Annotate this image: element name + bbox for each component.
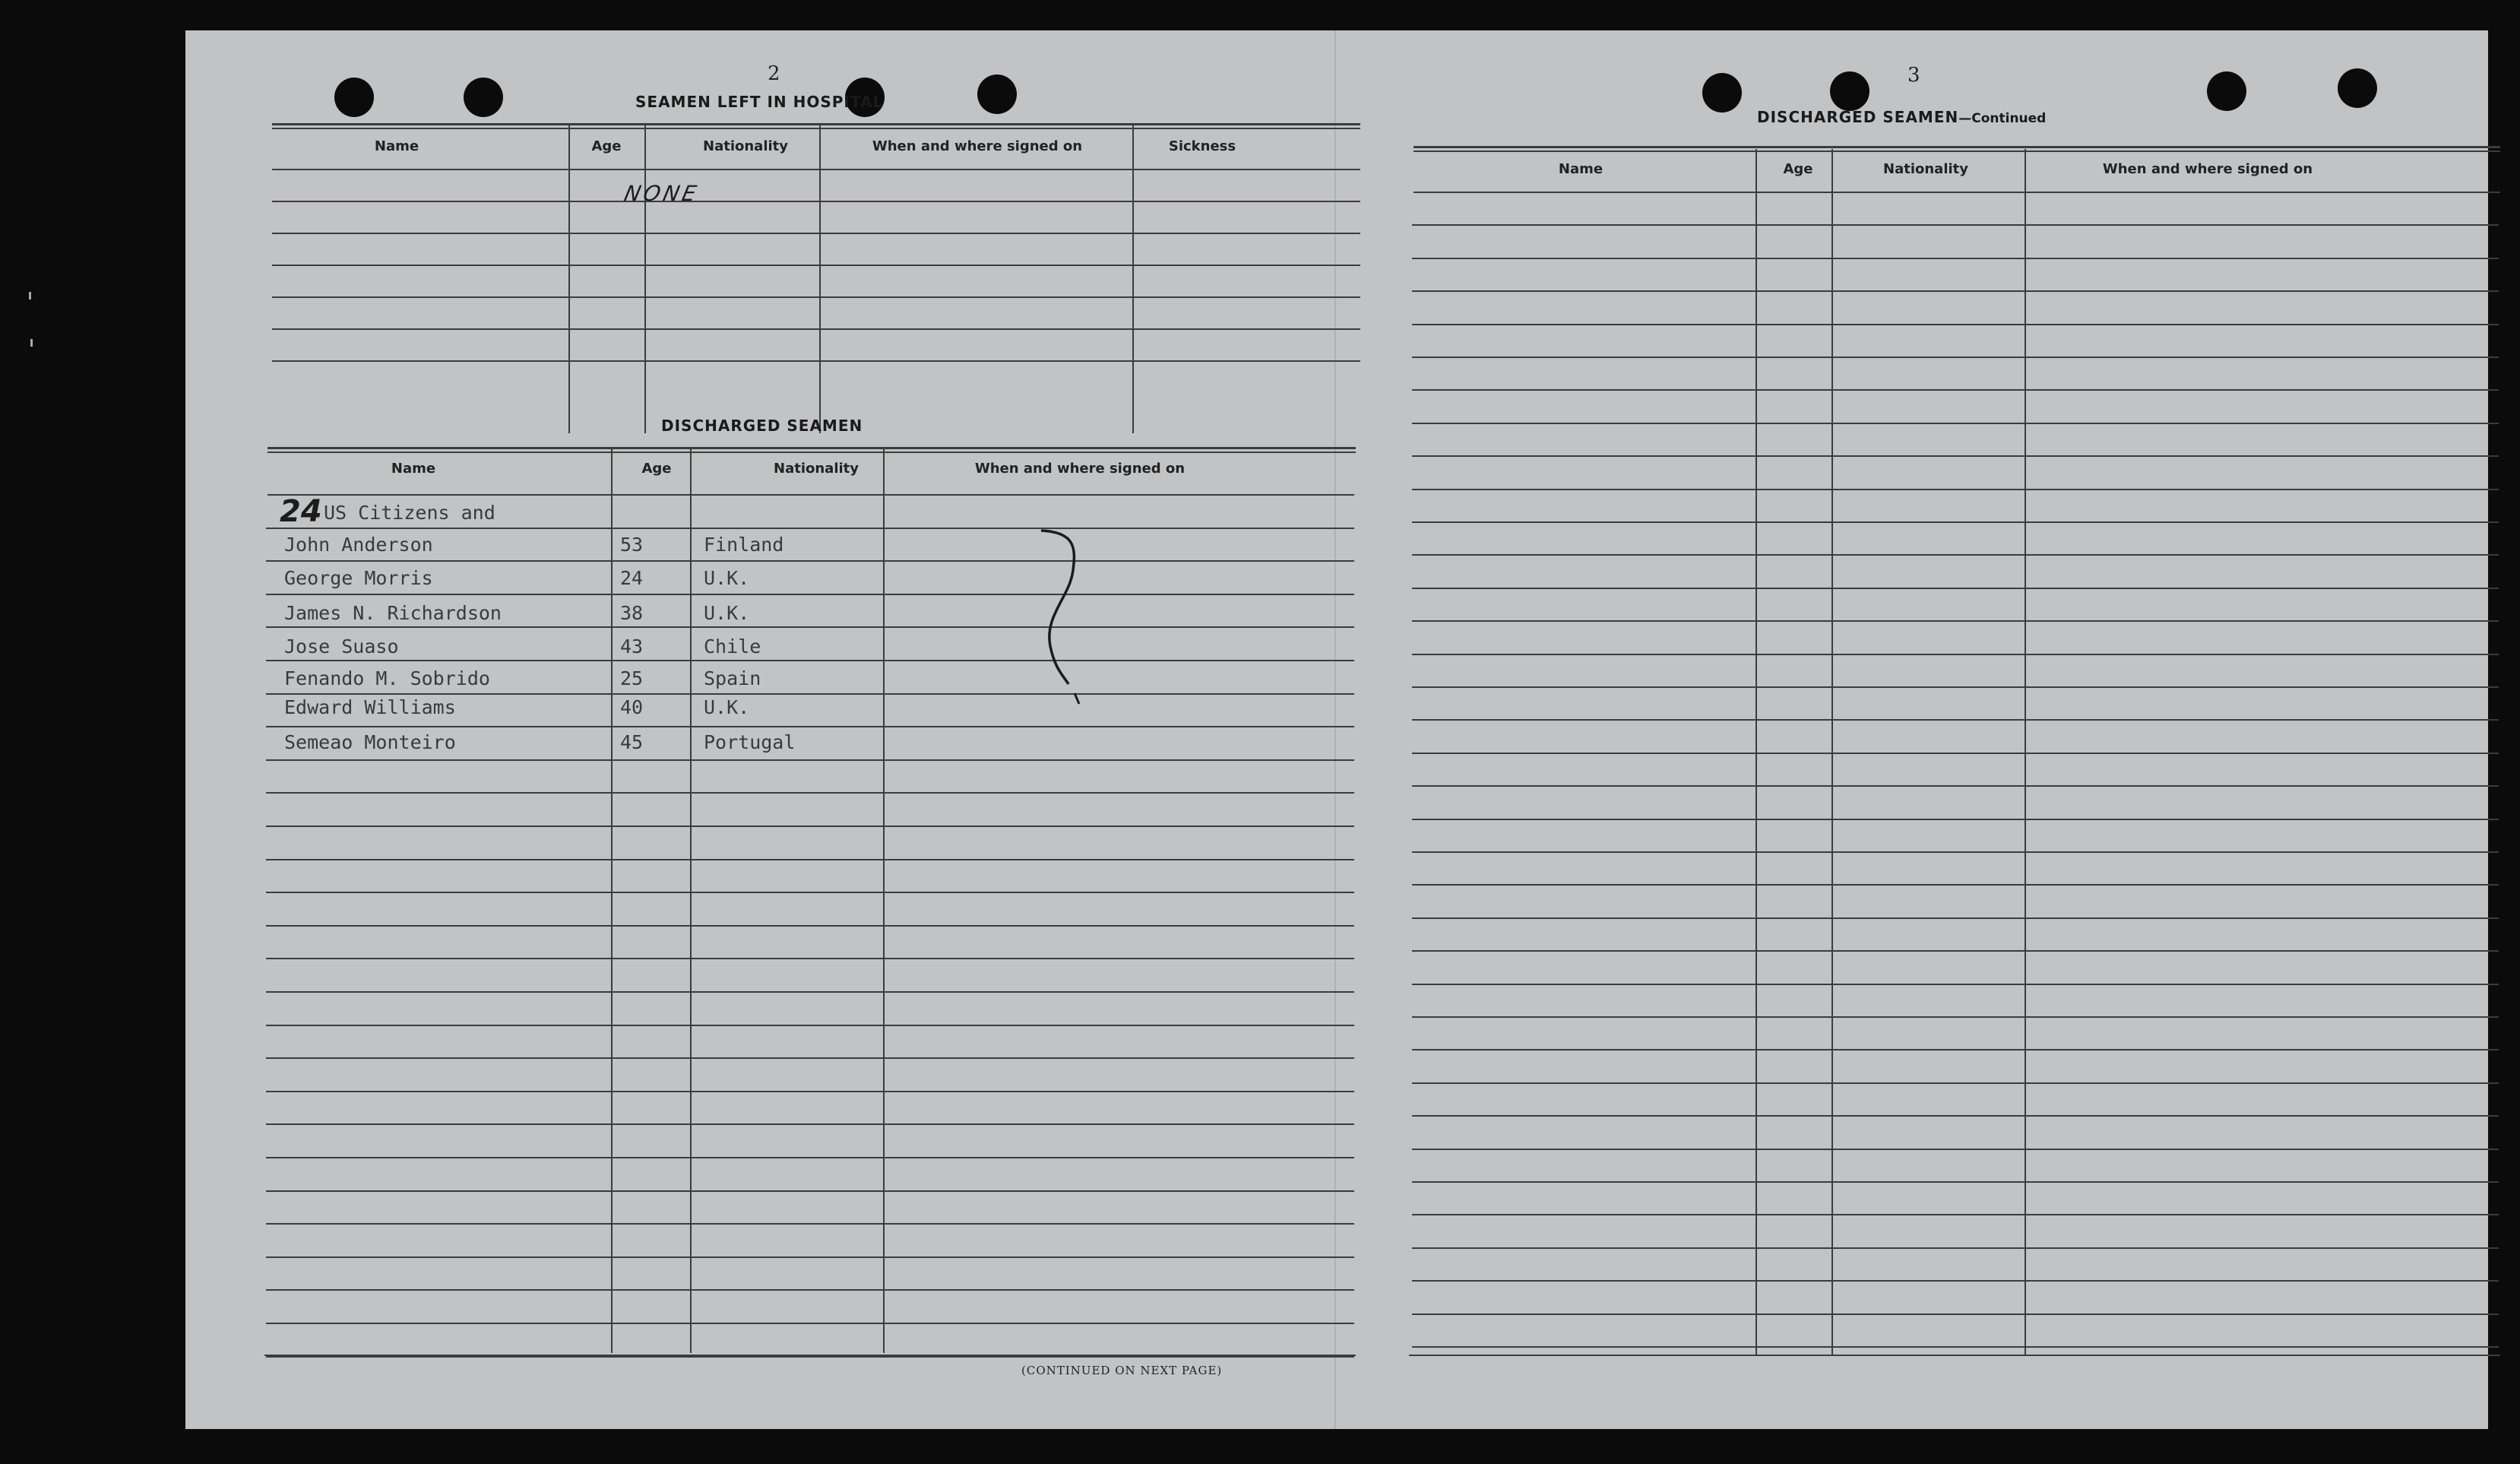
- rule-line: [1412, 224, 2499, 226]
- rule-line: [1412, 1181, 2499, 1183]
- continued-title-suffix: —Continued: [1958, 111, 2047, 126]
- column-divider: [883, 448, 885, 1353]
- column-divider: [1831, 149, 1833, 1355]
- rule-line: [1412, 950, 2499, 952]
- seaman-name: George Morris: [284, 567, 433, 589]
- rule-line: [1412, 324, 2499, 325]
- punch-hole: [464, 78, 503, 117]
- punch-hole: [1830, 71, 1869, 111]
- rule-line: [266, 892, 1354, 893]
- ledger-sheet: [185, 30, 2488, 1429]
- rule-line: [266, 660, 1354, 661]
- seaman-nationality: Finland: [704, 534, 784, 556]
- rule-line: [1412, 588, 2499, 589]
- rule-line: [266, 1157, 1354, 1158]
- rule-line: [1412, 521, 2499, 523]
- rule-line: [1412, 686, 2499, 688]
- rule-line: [1412, 455, 2499, 457]
- seaman-nationality: U.K.: [704, 696, 750, 718]
- rule-line: [266, 925, 1354, 927]
- rule-line: [1412, 389, 2499, 391]
- rule-line: [266, 1091, 1354, 1092]
- rule-line: [266, 958, 1354, 959]
- rule-line: [1412, 258, 2499, 259]
- discharged-col-signed-on: When and where signed on: [974, 461, 1186, 477]
- seaman-age: 25: [620, 667, 644, 689]
- rule-line: [266, 792, 1354, 794]
- table-top-rule: [1414, 146, 2500, 148]
- rule-line: [1412, 719, 2499, 721]
- header-rule: [1414, 192, 2500, 193]
- rule-line: [266, 825, 1354, 827]
- continued-section-title: [1757, 108, 2046, 126]
- rule-line: [1412, 1016, 2499, 1018]
- punch-hole: [334, 78, 374, 117]
- column-divider: [611, 448, 613, 1353]
- continued-col-signed-on: When and where signed on: [2102, 161, 2313, 177]
- seaman-age: 43: [620, 635, 644, 658]
- column-divider: [644, 125, 646, 433]
- hospital-col-nationality: Nationality: [703, 138, 788, 154]
- continued-footer: (CONTINUED ON NEXT PAGE): [1021, 1364, 1223, 1377]
- seaman-nationality: Chile: [704, 635, 761, 658]
- seaman-age: 38: [620, 602, 644, 624]
- rule-line: [266, 594, 1354, 595]
- rule-line: [1412, 356, 2499, 358]
- punch-hole: [1702, 73, 1742, 112]
- continued-col-name: Name: [1558, 161, 1603, 177]
- rule-line: [266, 626, 1354, 628]
- header-rule: [272, 169, 1360, 170]
- seaman-nationality: U.K.: [704, 602, 750, 624]
- punch-hole: [2207, 71, 2246, 111]
- rule-line: [1412, 423, 2499, 424]
- column-divider: [2025, 149, 2026, 1355]
- hospital-none-entry: NONE: [622, 181, 702, 206]
- seaman-age: 53: [620, 534, 644, 556]
- rule-line: [1412, 884, 2499, 886]
- rule-line: [1412, 984, 2499, 985]
- rule-line: [266, 1025, 1354, 1026]
- crew-count-label: US Citizens and: [324, 502, 495, 524]
- rule-line: [1412, 489, 2499, 490]
- page-fold: [1334, 30, 1336, 1429]
- hospital-col-signed-on: When and where signed on: [872, 138, 1083, 154]
- column-divider: [1132, 125, 1134, 433]
- rule-line: [272, 233, 1360, 234]
- table-top-rule: [272, 128, 1360, 129]
- column-divider: [568, 125, 570, 433]
- rule-line: [1412, 1313, 2499, 1315]
- rule-line: [266, 1323, 1354, 1324]
- rule-line: [272, 360, 1360, 362]
- rule-line: [266, 528, 1354, 529]
- rule-line: [1412, 1149, 2499, 1150]
- rule-line: [266, 1190, 1354, 1192]
- rule-line: [1412, 654, 2499, 655]
- column-divider: [819, 125, 821, 433]
- punch-hole: [2338, 68, 2377, 108]
- rule-line: [266, 1057, 1354, 1059]
- rule-line: [266, 560, 1354, 562]
- rule-line: [272, 265, 1360, 266]
- rule-line: [1412, 785, 2499, 787]
- seaman-name: Jose Suaso: [284, 635, 399, 658]
- seaman-age: 40: [620, 696, 644, 718]
- seaman-nationality: Portugal: [704, 731, 796, 753]
- column-divider: [1755, 149, 1757, 1355]
- rule-line: [1412, 753, 2499, 754]
- discharged-section-title: DISCHARGED SEAMEN: [661, 417, 863, 435]
- header-rule: [268, 494, 1354, 496]
- punch-hole: [977, 74, 1017, 114]
- seaman-name: John Anderson: [284, 534, 433, 556]
- page-number-right: 3: [1907, 64, 1920, 87]
- seaman-name: Edward Williams: [284, 696, 456, 718]
- hospital-section-title: SEAMEN LEFT IN HOSPITAL: [635, 93, 884, 111]
- rule-line: [1412, 819, 2499, 820]
- rule-line: [272, 328, 1360, 330]
- rule-line: [1412, 1082, 2499, 1084]
- seaman-nationality: U.K.: [704, 567, 750, 589]
- table-top-rule: [268, 452, 1356, 453]
- rule-line: [266, 693, 1354, 695]
- rule-line: [266, 726, 1354, 727]
- seaman-age: 24: [620, 567, 644, 589]
- seaman-age: 45: [620, 731, 644, 753]
- rule-line: [1412, 1049, 2499, 1050]
- table-top-rule: [268, 447, 1356, 449]
- hospital-col-age: Age: [591, 138, 622, 154]
- edge-speck: [30, 339, 33, 347]
- rule-line: [266, 759, 1354, 761]
- table-bottom-rule: [264, 1355, 1356, 1356]
- column-divider: [690, 448, 692, 1353]
- continued-col-age: Age: [1783, 161, 1813, 177]
- seaman-name: Semeao Monteiro: [284, 731, 456, 753]
- rule-line: [1412, 917, 2499, 919]
- rule-line: [266, 991, 1354, 993]
- handwritten-brace-mark: [1029, 524, 1120, 715]
- discharged-col-age: Age: [641, 461, 672, 477]
- rule-line: [266, 1223, 1354, 1225]
- rule-line: [266, 1123, 1354, 1125]
- rule-line: [1412, 1247, 2499, 1249]
- discharged-col-nationality: Nationality: [774, 461, 859, 477]
- rule-line: [1412, 1280, 2499, 1282]
- table-bottom-rule: [1409, 1355, 2500, 1356]
- table-top-rule: [272, 123, 1360, 125]
- seaman-nationality: Spain: [704, 667, 761, 689]
- rule-line: [1412, 290, 2499, 292]
- continued-title-text: DISCHARGED SEAMEN: [1757, 108, 1959, 126]
- hospital-col-sickness: Sickness: [1168, 138, 1236, 154]
- edge-speck: [29, 292, 31, 299]
- rule-line: [266, 1256, 1354, 1258]
- rule-line: [266, 1289, 1354, 1291]
- hospital-col-name: Name: [374, 138, 419, 154]
- rule-line: [1412, 620, 2499, 622]
- rule-line: [272, 296, 1360, 298]
- rule-line: [272, 201, 1360, 202]
- rule-line: [1412, 1214, 2499, 1215]
- discharged-col-name: Name: [391, 461, 436, 477]
- rule-line: [266, 859, 1354, 860]
- rule-line: [1412, 1346, 2499, 1348]
- rule-line: [1412, 851, 2499, 853]
- continued-col-nationality: Nationality: [1883, 161, 1968, 177]
- page-number-left: 2: [768, 62, 780, 85]
- seaman-name: Fenando M. Sobrido: [284, 667, 490, 689]
- table-top-rule: [1414, 151, 2500, 152]
- rule-line: [1412, 554, 2499, 556]
- rule-line: [1412, 1115, 2499, 1117]
- crew-count-handwritten: 24: [280, 494, 322, 529]
- seaman-name: James N. Richardson: [284, 602, 502, 624]
